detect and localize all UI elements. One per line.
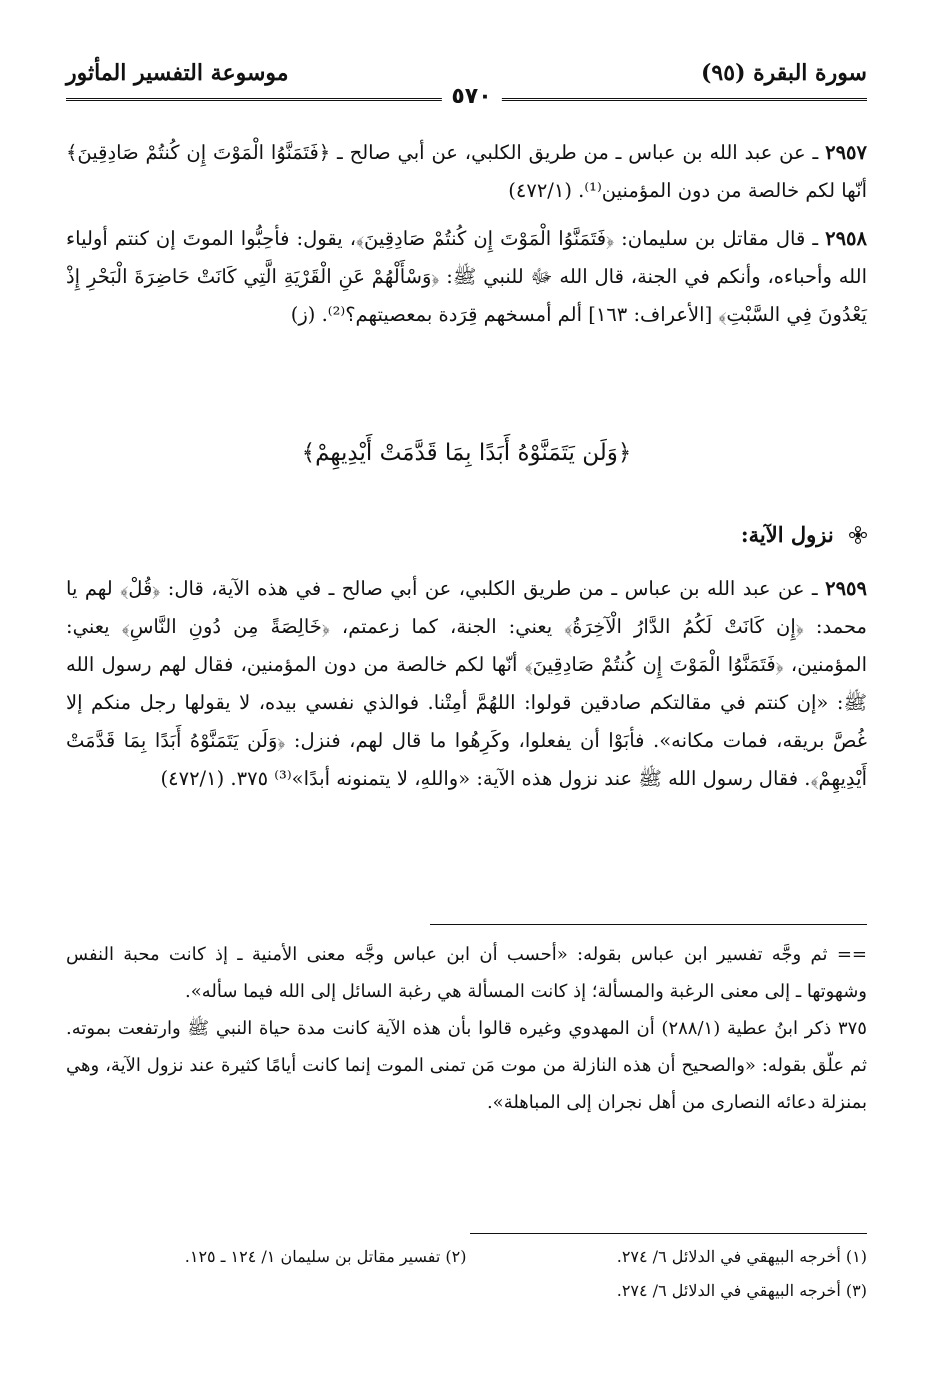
entry-text: ـ عن عبد الله بن عباس ـ من طريق الكلبي، عن أبي صالح ـ في هذه الآية، قال: ﴿قُلْ﴾ لهم يا محمد: ﴿إِن كَانَتْ لَكُمُ الدَّارُ الْآخِرَةُ﴾ يعني: الجنة، كما زعمتم، ﴿خَالِصَةً مِن دُونِ النَّاسِ﴾ يعني: المؤمنين، ﴿فَتَمَنَّوُا الْمَوْتَ إِن كُنتُمْ صَادِقِينَ﴾ أنّها لكم خالصة من دون المؤمنين، فقال لهم رسول الله ﷺ: «إن كنتم في مقالتكم صادقين قولوا: اللهُمَّ أمِتْنا. فوالذي نفسي بيده، لا يقولها رجل منكم إلا غُصَّ بريقه، فمات مكانه». فأبَوْا أن يفعلوا، وكَرِهُوا ما قال لهم، فنزل: ﴿وَلَن يَتَمَنَّوْهُ أَبَدًا بِمَا قَدَّمَتْ أَيْدِيهِمْ﴾. فقال رسول الله ﷺ عند نزول هذه الآية: «واللهِ، لا يتمنونه أبدًا»⁽³⁾ ٣٧٥. (٤٧٢/١)	[66, 577, 867, 790]
surah-header: سورة البقرة (٩٥)	[701, 60, 867, 86]
footnotes	[66, 1240, 867, 1308]
book-title: موسوعة التفسير المأثور	[66, 60, 289, 86]
entry-2958	[66, 220, 867, 334]
flower-ornament-icon	[849, 526, 867, 544]
entry-text: ـ عن عبد الله بن عباس ـ من طريق الكلبي، عن أبي صالح ـ ﴿فَتَمَنَّوُا الْمَوْتَ إِن كُنتُمْ صَادِقِينَ﴾ أنّها لكم خالصة من دون المؤمنين⁽¹⁾. (٤٧٢/١)	[66, 141, 867, 202]
verse-heading: ﴿وَلَن يَتَمَنَّوْهُ أَبَدًا بِمَا قَدَّمَتْ أَيْدِيهِمْ﴾	[301, 440, 632, 466]
note-paragraph: == ثم وجَّه تفسير ابن عباس بقوله: «أحسب أن ابن عباس وجَّه معنى الأمنية ـ إذ كانت محبة النفس وشهوتها ـ إلى معنى الرغبة والمسألة؛ إذ كانت المسألة هي رغبة السائل إلى الله فيما سأله».	[66, 944, 867, 1002]
footnotes-divider	[470, 1233, 867, 1234]
entry-number: ٢٩٥٧	[825, 141, 867, 164]
entry-number: ٢٩٥٨	[825, 227, 867, 250]
notes-divider	[430, 924, 867, 925]
entry-2957	[66, 134, 867, 210]
entries-top	[66, 134, 867, 344]
entry-2959-block	[66, 570, 867, 808]
page-number: ٥٧٠	[441, 84, 501, 109]
section-heading-text: نزول الآية:	[740, 522, 834, 547]
footnote: (٢) تفسير مقاتل بن سليمان ١/ ١٢٤ ـ ١٢٥.	[184, 1247, 467, 1266]
entry-2959	[66, 570, 867, 798]
commentary-notes	[66, 936, 867, 1121]
footnote-row	[66, 1240, 867, 1274]
note-paragraph: ٣٧٥ ذكر ابنُ عطية (٢٨٨/١) أن المهدوي وغيره قالوا بأن هذه الآية كانت مدة حياة النبي ﷺ وارتفعت بموته. ثم علّق بقوله: «والصحيح أن هذه النازلة من موت مَن تمنى الموت إنما كانت أيامًا كثيرة عند نزول الآية، وهي بمنزلة دعائه النصارى من أهل نجران إلى المباهلة».	[66, 1018, 867, 1113]
footnote: (٣) أخرجه البيهقي في الدلائل ٦/ ٢٧٤.	[616, 1281, 867, 1300]
section-heading	[741, 522, 867, 547]
entry-text: ـ قال مقاتل بن سليمان: ﴿فَتَمَنَّوُا الْمَوْتَ إِن كُنتُمْ صَادِقِينَ﴾، يقول: فأحِبُّوا الموتَ إن كنتم أولياء الله وأحباءه، وأنكم في الجنة، قال الله ﷻ للنبي ﷺ: ﴿وَسْأَلْهُمْ عَنِ الْقَرْيَةِ الَّتِي كَانَتْ حَاضِرَةَ الْبَحْرِ إِذْ يَعْدُونَ فِي السَّبْتِ﴾ [الأعراف: ١٦٣] ألم أمسخهم قِرَدة بمعصيتهم؟⁽²⁾. (ز)	[66, 227, 867, 326]
footnote: (١) أخرجه البيهقي في الدلائل ٦/ ٢٧٤.	[616, 1247, 867, 1266]
entry-number: ٢٩٥٩	[825, 577, 868, 600]
